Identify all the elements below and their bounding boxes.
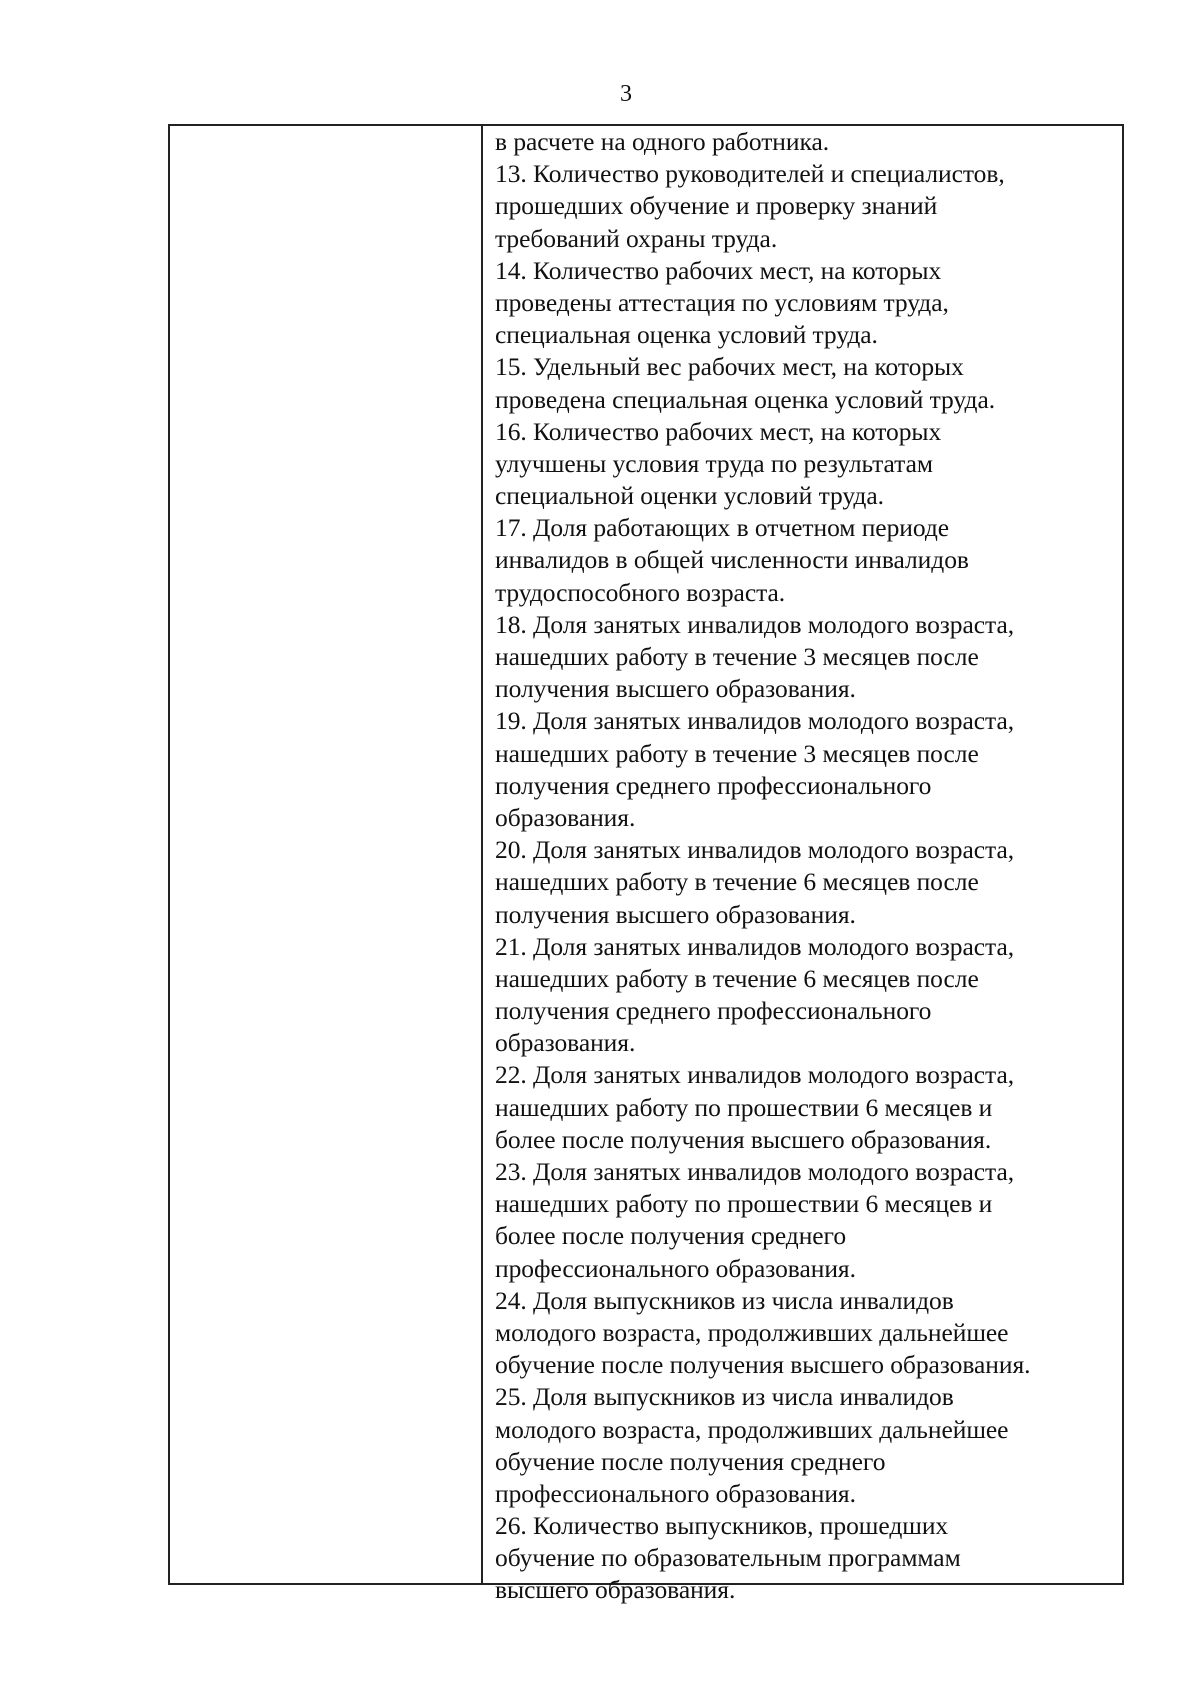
text-line: нашедших работу в течение 3 месяцев после: [495, 738, 979, 768]
text-line: 26. Количество выпускников, прошедших: [495, 1511, 949, 1541]
text-line: получения среднего профессионального: [495, 996, 932, 1026]
text-line: 25. Доля выпускников из числа инвалидов: [495, 1382, 954, 1412]
text-line: трудоспособного возраста.: [495, 577, 786, 607]
text-line: проведены аттестация по условиям труда,: [495, 287, 949, 317]
text-line: молодого возраста, продолживших дальнейшее: [495, 1414, 1009, 1444]
text-line: проведена специальная оценка условий труда.: [495, 384, 996, 414]
text-line: профессионального образования.: [495, 1478, 856, 1508]
text-line: 15. Удельный вес рабочих мест, на которых: [495, 352, 964, 382]
text-line: нашедших работу в течение 6 месяцев после: [495, 867, 979, 897]
text-line: обучение по образовательным программам: [495, 1543, 961, 1573]
text-line: 21. Доля занятых инвалидов молодого возраста,: [495, 931, 1015, 961]
table-right-cell: [483, 126, 1122, 1605]
text-line: получения высшего образования.: [495, 899, 856, 929]
text-line: получения среднего профессионального: [495, 770, 932, 800]
text-line: 23. Доля занятых инвалидов молодого возраста,: [495, 1157, 1015, 1186]
text-line: нашедших работу в течение 3 месяцев после: [495, 642, 979, 671]
text-line: образования.: [495, 1028, 636, 1058]
text-line: нашедших работу по прошествии 6 месяцев и: [495, 1092, 993, 1122]
text-line: 13. Количество руководителей и специалистов,: [495, 159, 1005, 189]
text-line: 18. Доля занятых инвалидов молодого возраста,: [495, 609, 1015, 639]
table-left-cell: [170, 126, 483, 1583]
text-line: обучение после получения среднего: [495, 1446, 886, 1476]
text-line: нашедших работу в течение 6 месяцев после: [495, 963, 979, 993]
text-line: 20. Доля занятых инвалидов молодого возраста,: [495, 835, 1015, 865]
text-line: нашедших работу по прошествии 6 месяцев и: [495, 1189, 993, 1219]
text-line: обучение после получения высшего образования.: [495, 1350, 1031, 1380]
page-number: 3: [620, 81, 632, 107]
text-line: 14. Количество рабочих мест, на которых: [495, 255, 942, 285]
text-line: 19. Доля занятых инвалидов молодого возраста,: [495, 706, 1015, 736]
text-line: образования.: [495, 802, 636, 832]
text-line: высшего образования.: [495, 1575, 736, 1605]
text-line: молодого возраста, продолживших дальнейшее: [495, 1317, 1009, 1347]
text-line: инвалидов в общей численности инвалидов: [495, 545, 969, 575]
text-line: специальной оценки условий труда.: [495, 481, 884, 511]
text-line: более после получения среднего: [495, 1221, 847, 1251]
text-line: получения высшего образования.: [495, 674, 856, 704]
indicators-table: [168, 124, 1124, 1605]
text-line: требований охраны труда.: [495, 223, 778, 253]
text-line: более после получения высшего образования.: [495, 1124, 992, 1154]
text-line: 22. Доля занятых инвалидов молодого возраста,: [495, 1060, 1015, 1090]
text-line: улучшены условия труда по результатам: [495, 448, 933, 478]
text-line: профессионального образования.: [495, 1253, 856, 1283]
text-line: в расчете на одного работника.: [495, 127, 830, 156]
text-line: специальная оценка условий труда.: [495, 320, 878, 350]
text-line: прошедших обучение и проверку знаний: [495, 191, 938, 221]
text-line: 24. Доля выпускников из числа инвалидов: [495, 1285, 954, 1315]
text-line: 17. Доля работающих в отчетном периоде: [495, 513, 950, 543]
text-line: 16. Количество рабочих мест, на которых: [495, 416, 942, 446]
